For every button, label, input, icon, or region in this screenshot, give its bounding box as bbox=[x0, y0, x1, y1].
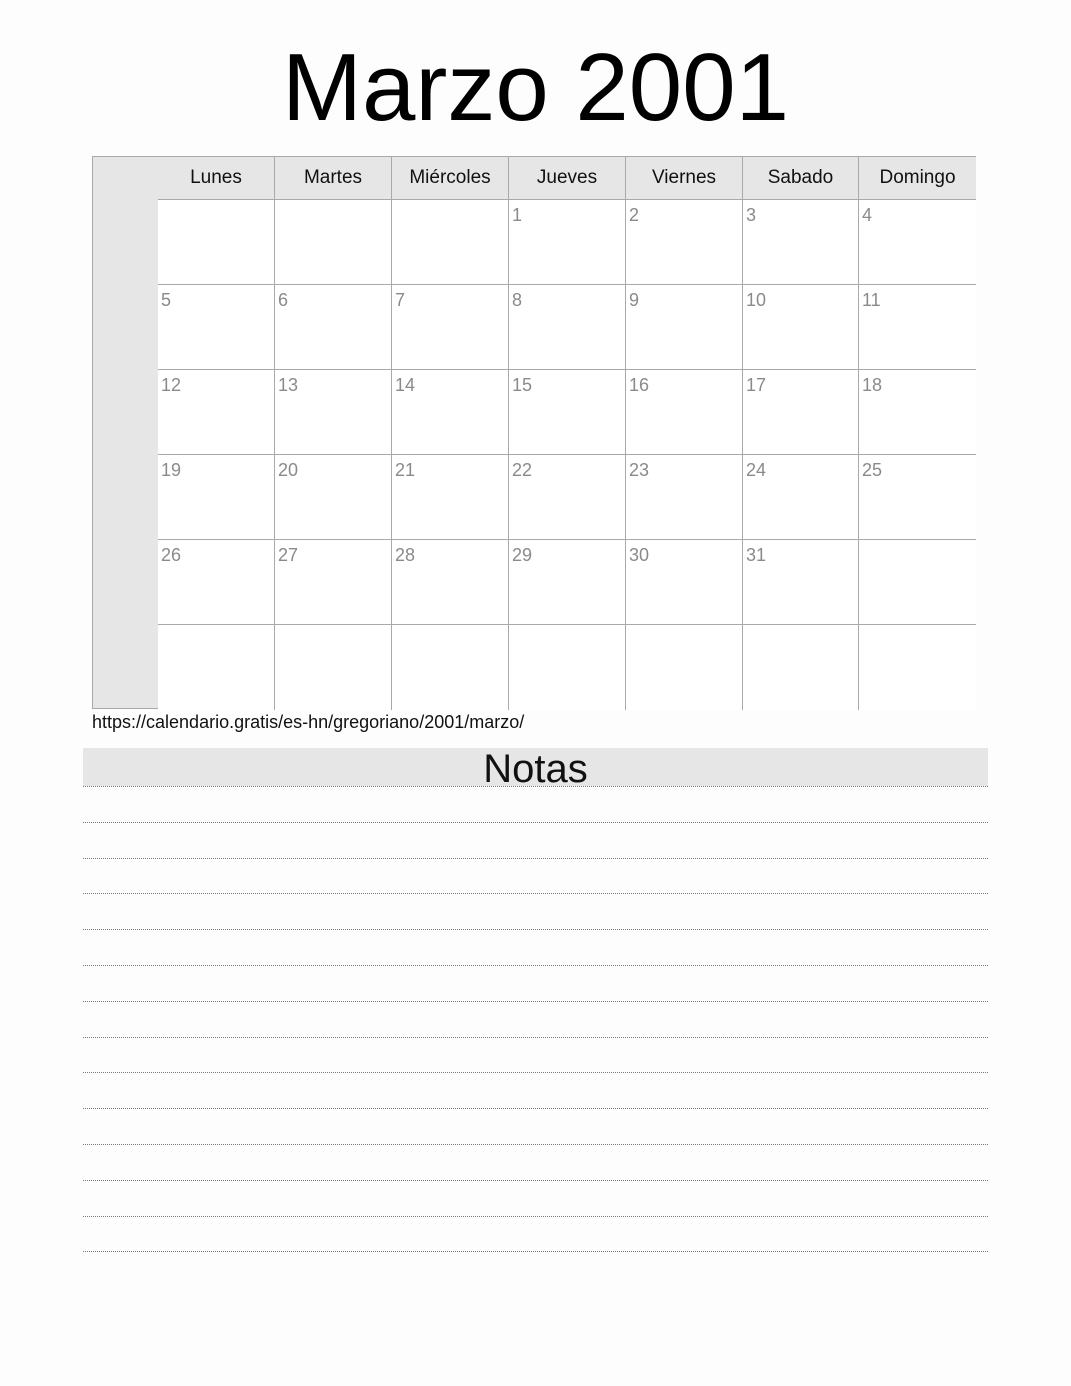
week-number-column bbox=[93, 157, 159, 708]
day-cell bbox=[275, 285, 392, 370]
day-number: 30 bbox=[629, 545, 650, 565]
day-cell bbox=[859, 540, 976, 625]
note-line bbox=[83, 1108, 988, 1109]
day-cell bbox=[392, 540, 509, 625]
note-line bbox=[83, 1144, 988, 1145]
day-cell bbox=[743, 200, 859, 285]
day-cell bbox=[275, 370, 392, 455]
day-number: 17 bbox=[746, 375, 767, 395]
day-cell bbox=[509, 455, 626, 540]
day-number: 14 bbox=[395, 375, 416, 395]
day-number: 26 bbox=[161, 545, 182, 565]
day-cell bbox=[859, 200, 976, 285]
day-cell bbox=[743, 370, 859, 455]
note-line bbox=[83, 1001, 988, 1002]
day-number: 8 bbox=[512, 290, 523, 310]
day-cell bbox=[509, 540, 626, 625]
day-cell bbox=[509, 625, 626, 710]
weekday-header: Sabado bbox=[743, 157, 859, 200]
day-cell bbox=[158, 285, 275, 370]
day-cell bbox=[158, 370, 275, 455]
weekday-header: Jueves bbox=[509, 157, 626, 200]
day-cell bbox=[158, 455, 275, 540]
day-cell bbox=[392, 200, 509, 285]
day-cell bbox=[626, 540, 743, 625]
day-cell bbox=[626, 370, 743, 455]
weekday-header: Martes bbox=[275, 157, 392, 200]
day-cell bbox=[392, 455, 509, 540]
day-number: 21 bbox=[395, 460, 416, 480]
day-number: 15 bbox=[512, 375, 533, 395]
note-line bbox=[83, 1180, 988, 1181]
day-cell bbox=[158, 540, 275, 625]
day-cell bbox=[392, 285, 509, 370]
page-title: Marzo 2001 bbox=[282, 34, 789, 141]
day-cell bbox=[158, 200, 275, 285]
day-cell bbox=[859, 455, 976, 540]
day-cell bbox=[275, 625, 392, 710]
weekday-header: Lunes bbox=[158, 157, 275, 200]
day-number: 22 bbox=[512, 460, 533, 480]
note-line bbox=[83, 1251, 988, 1252]
note-line bbox=[83, 929, 988, 930]
day-cell bbox=[275, 200, 392, 285]
day-cell bbox=[743, 625, 859, 710]
day-number: 16 bbox=[629, 375, 650, 395]
day-number: 18 bbox=[862, 375, 883, 395]
note-line bbox=[83, 965, 988, 966]
day-cell bbox=[626, 455, 743, 540]
day-number: 4 bbox=[862, 205, 873, 225]
day-number: 2 bbox=[629, 205, 640, 225]
note-line bbox=[83, 893, 988, 894]
weekday-header: Miércoles bbox=[392, 157, 509, 200]
day-cell bbox=[392, 625, 509, 710]
notes-title: Notas bbox=[83, 748, 988, 786]
note-line bbox=[83, 858, 988, 859]
day-cell bbox=[626, 200, 743, 285]
day-cell bbox=[743, 455, 859, 540]
day-cell bbox=[158, 625, 275, 710]
source-url: https://calendario.gratis/es-hn/gregoriano/2001/marzo/ bbox=[92, 712, 525, 732]
day-number: 31 bbox=[746, 545, 767, 565]
day-number: 7 bbox=[395, 290, 406, 310]
day-number: 20 bbox=[278, 460, 299, 480]
note-line bbox=[83, 786, 988, 787]
day-number: 12 bbox=[161, 375, 182, 395]
day-number: 6 bbox=[278, 290, 289, 310]
day-number: 5 bbox=[161, 290, 172, 310]
calendar-grid bbox=[92, 156, 976, 709]
day-number: 9 bbox=[629, 290, 640, 310]
day-cell bbox=[509, 200, 626, 285]
day-number: 10 bbox=[746, 290, 767, 310]
day-cell bbox=[626, 285, 743, 370]
day-cell bbox=[509, 285, 626, 370]
day-number: 25 bbox=[862, 460, 883, 480]
day-number: 27 bbox=[278, 545, 299, 565]
day-number: 3 bbox=[746, 205, 757, 225]
calendar-days bbox=[158, 157, 976, 708]
day-number: 11 bbox=[862, 290, 881, 310]
day-number: 29 bbox=[512, 545, 533, 565]
day-number: 23 bbox=[629, 460, 650, 480]
note-line bbox=[83, 1037, 988, 1038]
day-cell bbox=[392, 370, 509, 455]
day-number: 24 bbox=[746, 460, 767, 480]
day-cell bbox=[743, 285, 859, 370]
day-cell bbox=[743, 540, 859, 625]
note-line bbox=[83, 1072, 988, 1073]
day-cell bbox=[859, 370, 976, 455]
day-cell bbox=[509, 370, 626, 455]
note-line bbox=[83, 1216, 988, 1217]
day-number: 13 bbox=[278, 375, 299, 395]
weekday-header: Domingo bbox=[859, 157, 976, 200]
note-line bbox=[83, 822, 988, 823]
day-cell bbox=[626, 625, 743, 710]
day-number: 1 bbox=[512, 205, 523, 225]
day-number: 19 bbox=[161, 460, 182, 480]
day-cell bbox=[859, 625, 976, 710]
day-cell bbox=[275, 540, 392, 625]
day-cell bbox=[859, 285, 976, 370]
day-cell bbox=[275, 455, 392, 540]
weekday-header: Viernes bbox=[626, 157, 743, 200]
day-number: 28 bbox=[395, 545, 416, 565]
